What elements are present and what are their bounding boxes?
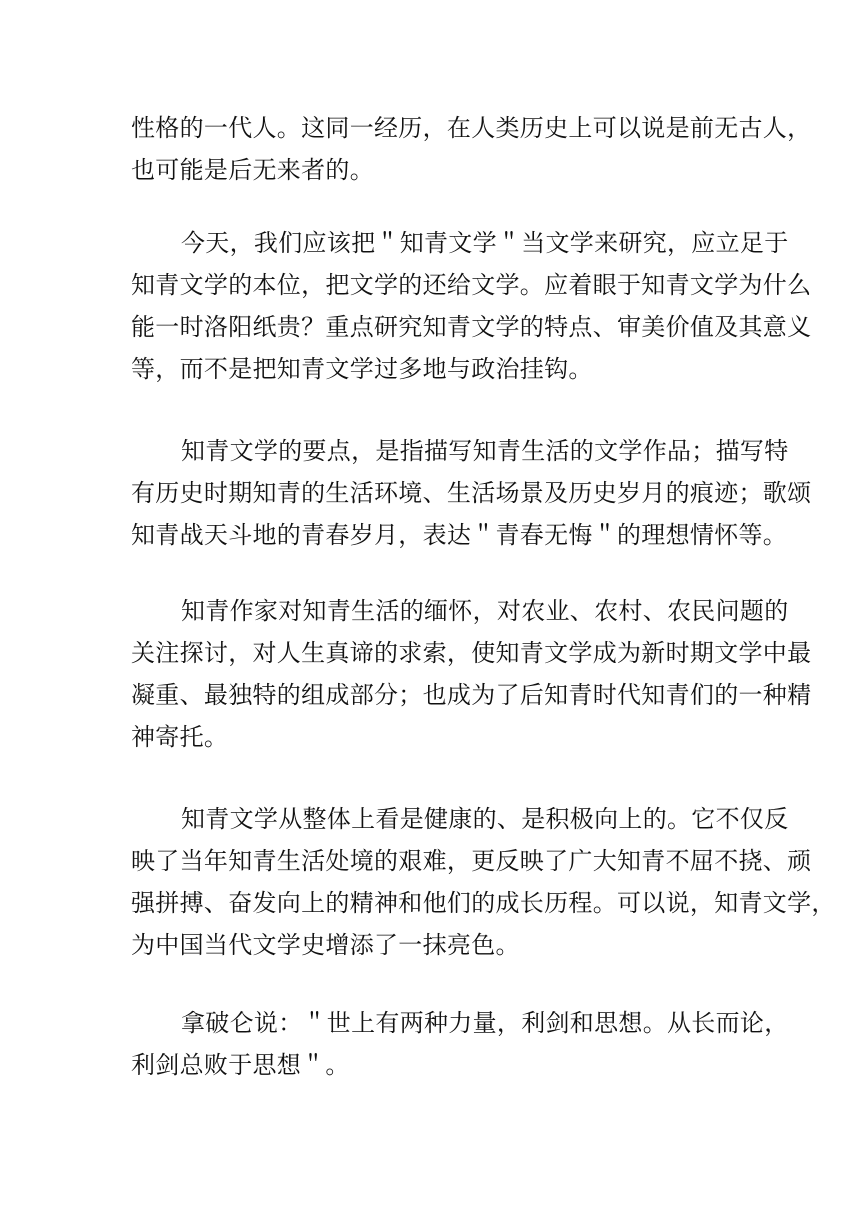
- paragraph-line: 利剑总败于思想＂。: [131, 1051, 350, 1079]
- paragraph-line: 性格的一代人。这同一经历，在人类历史上可以说是前无古人，: [131, 114, 812, 142]
- paragraph-line: 知青战天斗地的青春岁月，表达＂青春无悔＂的理想情怀等。: [131, 521, 788, 549]
- paragraph-line: 知青文学的本位，把文学的还给文学。应着眼于知青文学为什么: [131, 271, 812, 299]
- paragraph-line: 等，而不是把知青文学过多地与政治挂钩。: [131, 355, 593, 383]
- paragraph-line: 也可能是后无来者的。: [131, 156, 374, 184]
- paragraph-continuation: [131, 107, 812, 191]
- paragraph-line: 知青文学从整体上看是健康的、是积极向上的。它不仅反: [181, 805, 789, 833]
- paragraph-line: 知青作家对知青生活的缅怀，对农业、农村、农民问题的: [181, 597, 789, 625]
- paragraph-line: 关注探讨，对人生真谛的求索，使知青文学成为新时期文学中最: [131, 639, 812, 667]
- paragraph-authors: [131, 590, 812, 758]
- paragraph-line: 知青文学的要点，是指描写知青生活的文学作品；描写特: [181, 437, 789, 465]
- paragraph-key-points: [131, 430, 812, 556]
- paragraph-line: 能一时洛阳纸贵？重点研究知青文学的特点、审美价值及其意义: [131, 313, 812, 341]
- paragraph-line: 有历史时期知青的生活环境、生活场景及历史岁月的痕迹；歌颂: [131, 479, 812, 507]
- paragraph-line: 凝重、最独特的组成部分；也成为了后知青时代知青们的一种精: [131, 681, 812, 709]
- paragraph-line: 强拼搏、奋发向上的精神和他们的成长历程。可以说，知青文学，: [131, 889, 836, 917]
- paragraph-line: 拿破仑说：＂世上有两种力量，利剑和思想。从长而论，: [181, 1009, 789, 1037]
- paragraph-line: 映了当年知青生活处境的艰难，更反映了广大知青不屈不挠、顽: [131, 847, 812, 875]
- paragraph-overall-assessment: [131, 798, 836, 966]
- paragraph-napoleon-quote: [131, 1002, 789, 1086]
- paragraph-line: 神寄托。: [131, 723, 229, 751]
- paragraph-line: 今天，我们应该把＂知青文学＂当文学来研究，应立足于: [181, 229, 789, 257]
- paragraph-line: 为中国当代文学史增添了一抹亮色。: [131, 931, 520, 959]
- paragraph-study-approach: [131, 222, 812, 390]
